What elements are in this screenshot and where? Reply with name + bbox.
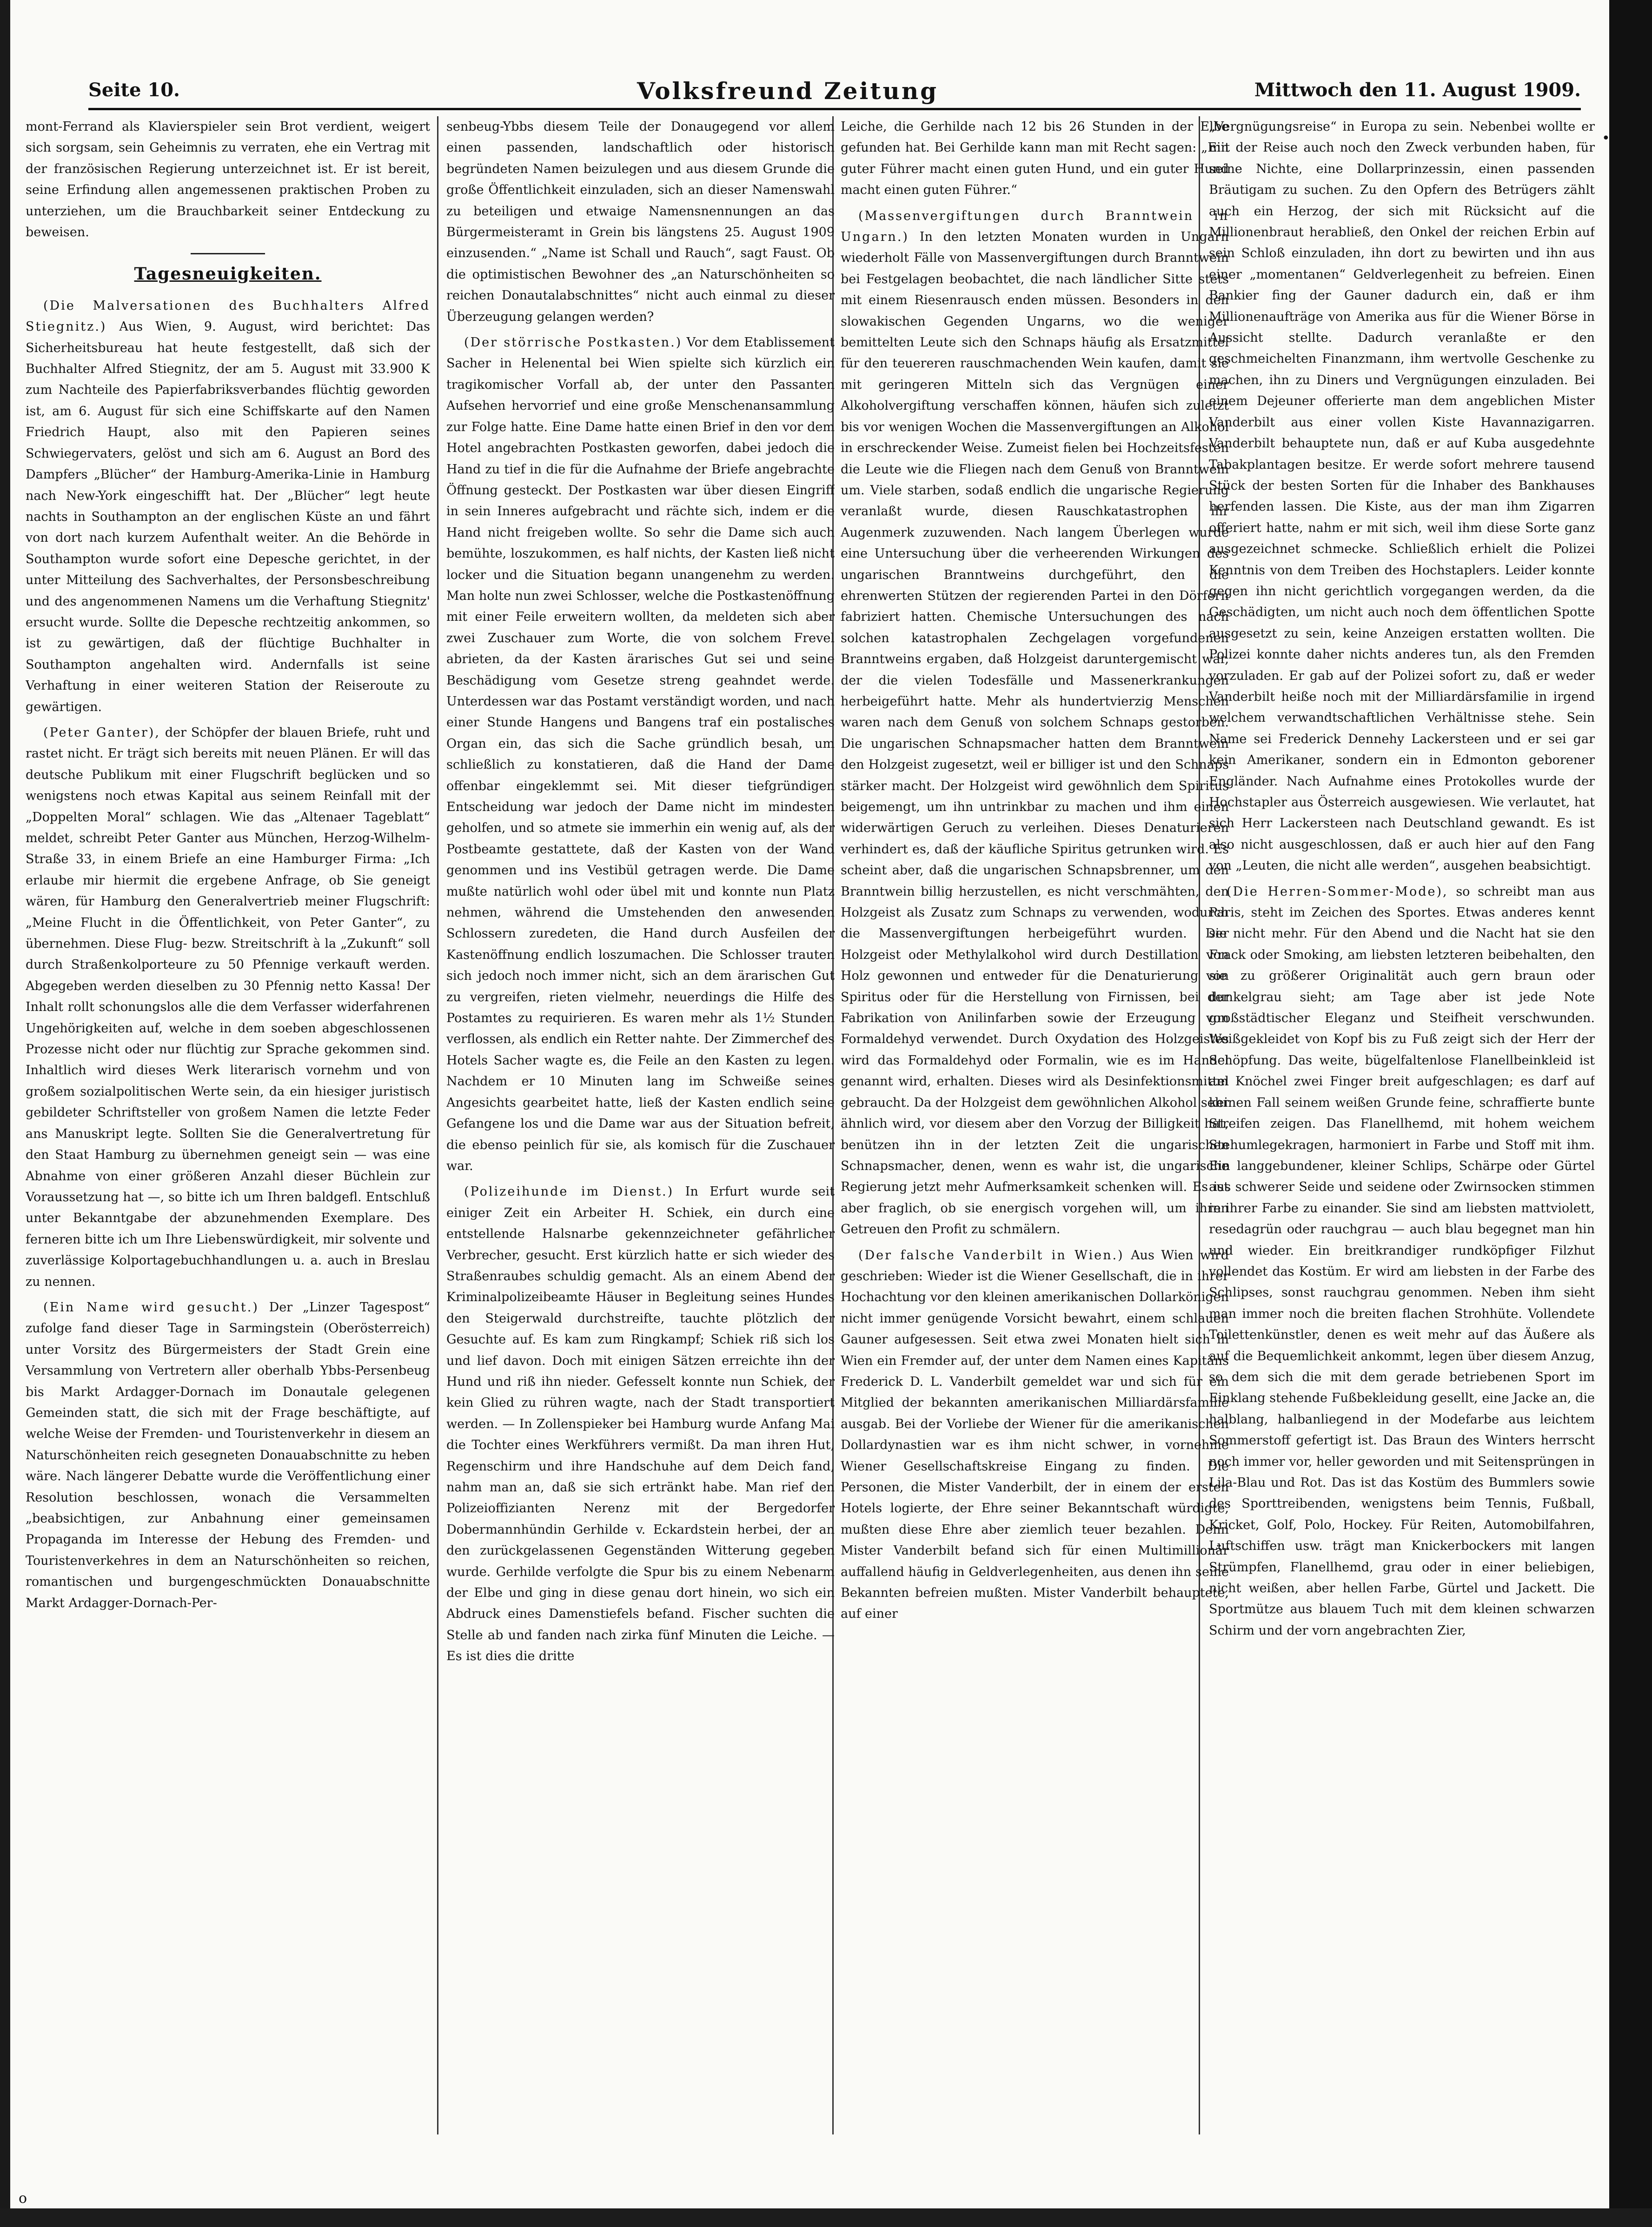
article-text: Vor dem Etablissement Sacher in Helenental bei Wien spielte sich kürzlich ein tragikomischer Vorfall ab, der unter den Passanten Aufsehen hervorrief und eine große Menschenansammlung zur Folge hatte. Eine Dame hatte einen Brief in den vor dem Hotel angebrachten Postkasten geworfen, dabei jedoch die Hand zu tief in die für die Aufnahme der Briefe angebrachte Öffnung gesteckt. Der Postkasten war über diesen Eingriff in sein Inneres aufgebracht und rächte sich, indem er die Hand nicht freigeben wollte. So sehr die Dame sich auch bemühte, loszukommen, es half nichts, der Kasten ließ nicht locker und die Situation begann unangenehm zu werden. Man holte nun zwei Schlosser, welche die Postkastenöffnung mit einer Feile erweitern wollten, da meldeten sich aber zwei Zuschauer zum Worte, die von solchem Frevel abrieten, da der Kasten ärarisches Gut sei und seine Beschädigung vom Gesetze streng geahndet werde. Unterdessen war das Postamt verständigt worden, und nach einer Stunde Hangens und Bangens traf ein postalisches Organ ein, das sich die Sache gründlich besah, um schließlich zu konstatieren, daß die Hand der Dame offenbar eingeklemmt sei. Mit dieser tiefgründigen Entscheidung war jedoch der Dame nicht im mindesten geholfen, und so atmete sie immerhin ein wenig auf, als der Postbeamte gestattete, daß der Kasten von der Wand genommen und ins Vestibül getragen werde. Die Dame mußte natürlich wohl oder übel mit und konnte nun Platz nehmen, während die Umstehenden den anwesenden Schlossern zuredeten, die Hand durch Ausfeilen der Kastenöffnung endlich loszumachen. Die Schlosser trauten sich jedoch noch immer nicht, sich an dem ärarischen Gut zu vergreifen, rieten vielmehr, neuerdings die Hilfe des Postamtes zu requirieren. Es waren mehr als 1½ Stunden verflossen, als endlich ein Retter nahte. Der Zimmerchef des Hotels Sacher wagte es, die Feile an den Kasten zu legen. Nachdem er 10 Minuten lang im Schweiße seines Angesichts gearbeitet hatte, ließ der Kasten endlich seine Gefangene los und die Dame war aus der Situation befreit, die ebenso peinlich für sie, als komisch für die Zuschauer war. [446, 335, 835, 1173]
article [446, 332, 835, 1177]
column-4 [1209, 116, 1595, 2139]
article [26, 295, 430, 718]
section-title: Tagesneuigkeiten. [134, 264, 322, 284]
column-3 [841, 116, 1229, 2139]
column-1 [26, 116, 430, 2139]
article [841, 1245, 1229, 1625]
article [26, 1297, 430, 1614]
article [1209, 116, 1595, 877]
article-text: „Vergnügungsreise“ in Europa zu sein. Nebenbei wollte er mit der Reise auch noch den Zweck verbunden haben, für seine Nichte, eine Dollarprinzessin, einen passenden Bräutigam zu suchen. Zu den Opfern des Betrügers zählt auch ein Herzog, der sich mit Rücksicht auf die Millionenbraut herabließ, den Onkel der reichen Erbin auf sein Schloß einzuladen, ihn dort zu bewirten und ihn aus einer „momentanen“ Geldverlegenheit zu befreien. Einen Bankier fing der Gauner dadurch ein, daß er ihm Millionenaufträge von Amerika aus für die Wiener Börse in Aussicht stellte. Dadurch veranlaßte er den geschmeichelten Finanzmann, ihm wertvolle Geschenke zu machen, ihn zu Diners und Vergnügungen einzuladen. Bei einem Dejeuner offerierte man dem angeblichen Mister Vanderbilt aus einer vollen Kiste Havannazigarren. Vanderbilt behauptete nun, daß er auf Kuba ausgedehnte Tabakplantagen besitze. Er werde sofort mehrere tausend Stück der besten Sorten für die Inhaber des Bankhauses herfenden lassen. Die Kiste, aus der man ihm Zigarren offeriert hatte, nahm er mit sich, weil ihm diese Sorte ganz ausgezeichnet schmecke. Schließlich erhielt die Polizei Kenntnis von dem Treiben des Hochstaplers. Leider konnte gegen ihn nicht gerichtlich vorgegangen werden, da die Geschädigten, um nicht auch noch dem öffentlichen Spotte ausgesetzt zu sein, keine Anzeigen erstatten wollten. Die Polizei konnte daher nichts anderes tun, als den Fremden vorzuladen. Er gab auf der Polizei sofort zu, daß er weder Vanderbilt heiße noch mit der Milliardärsfamilie in irgend welchem verwandtschaftlichen Verhältnisse stehe. Sein Name sei Frederick Dennehy Lackersteen und er sei gar kein Amerikaner, sondern ein in Edmonton geborener Engländer. Nach Aufnahme eines Protokolles wurde der Hochstapler aus Österreich ausgewiesen. Wie verlautet, hat sich Herr Lackersteen nach Deutschland gewandt. Es ist also nicht ausgeschlossen, daß er auch hier auf den Fang von „Leuten, die nicht alle werden“, ausgehen beabsichtigt. [1209, 120, 1595, 873]
article-text: Aus Wien, 9. August, wird berichtet: Das Sicherheitsbureau hat heute festgestellt, daß sich der Buchhalter Alfred Stiegnitz, der am 5. August mit 33.900 K zum Nachteile des Papierfabriksverbandes flüchtig geworden ist, am 6. August für sich eine Schiffskarte auf den Namen Friedrich Haupt, also mit den Papieren seines Schwiegervaters, gelöst und sich am 6. August an Bord des Dampfers „Blücher“ der Hamburg-Amerika-Linie in Hamburg nach New-York eingeschifft hat. Der „Blücher“ legt heute nachts in Southampton an der englischen Küste an und fährt von dort nach kurzem Aufenthalt weiter. An die Behörde in Southampton wurde sofort eine Depesche gerichtet, in der unter Mitteilung des Sachverhaltes, der Personsbeschreibung und des angenommenen Namens um die Verhaftung Stiegnitz' ersucht wurde. Sollte die Depesche rechtzeitig ankommen, so ist zu gewärtigen, daß der flüchtige Buchhalter in Southampton angehalten wird. Andernfalls ist seine Verhaftung in einer weiteren Station der Reiseroute zu gewärtigen. [26, 319, 430, 714]
article-lead: (Polizeihunde im Dienst.) [464, 1184, 674, 1199]
article-lead: (Ein Name wird gesucht.) [43, 1300, 259, 1315]
article-lead: (Peter Ganter), [43, 725, 160, 740]
article [446, 1181, 835, 1667]
scan-edge-left [0, 0, 10, 2227]
article [1209, 881, 1595, 1642]
article-lead: (Der störrische Postkasten.) [464, 335, 683, 350]
paragraph: mont-Ferrand als Klavierspieler sein Brot verdient, weigert sich sorgsam, sein Geheimnis zu verraten, ehe ein Vertrag mit der französischen Regierung unterzeichnet ist. Er ist bereit, seine Erfindung allen angemessenen praktischen Proben zu unterziehen, um die Brauchbarkeit seiner Entdeckung zu beweisen. [26, 120, 430, 240]
column-rule-1 [437, 116, 438, 2134]
scan-edge-bottom [0, 2208, 1652, 2227]
article [446, 116, 835, 327]
article-lead: (Der falsche Vanderbilt in Wien.) [858, 1248, 1124, 1263]
scan-edge-right [1609, 0, 1652, 2227]
page-number: Seite 10. [88, 79, 180, 101]
article-text: der Schöpfer der blauen Briefe, ruht und rastet nicht. Er trägt sich bereits mit neuen Plänen. Er will das deutsche Publikum mit einer Flugschrift beglücken und so wenigstens noch etwas Kapital aus seinem Reinfall mit der „Doppelten Moral“ schlagen. Wie das „Altenaer Tageblatt“ meldet, schreibt Peter Ganter aus München, Herzog-Wilhelm-Straße 33, in einem Briefe an eine Hamburger Firma: „Ich erlaube mir hiermit die ergebene Anfrage, ob Sie geneigt wären, für Hamburg den Generalvertrieb meiner Flugschrift: „Meine Flucht in die Öffentlichkeit, von Peter Ganter“, zu übernehmen. Diese Flug- bezw. Streitschrift à la „Zukunft“ soll durch Straßenkolporteure zu 50 Pfennige verkauft werden. Abgegeben werden dieselben zu 30 Pfennig netto Kassa! Der Inhalt rollt schonungslos alle die dem Verfasser widerfahrenen Ungehörigkeiten auf, welche in dem soeben abgeschlossenen Prozesse nicht oder nur flüchtig zur Sprache gekommen sind. Inhaltlich wird dieses Werk literarisch vornehm und von großem sozialpolitischen Werte sein, da ein hiesiger juristisch gebildeter Schriftsteller von großem Namen die letzte Feder ans Manuskript legte. Sollten Sie die Generalvertretung für den Staat Hamburg zu übernehmen geneigt sein — was eine Abnahme von einer größeren Anzahl dieser Büchlein zur Voraussetzung hat —, so bitte ich um Ihren baldgefl. Entschluß unter Bekanntgabe der abzunehmenden Exemplare. Des ferneren bitte ich um Ihre Liebenswürdigkeit, mir solvente und zuverlässige Kolportagebuchhandlungen u. a. auch in Breslau zu nennen. [26, 725, 430, 1289]
article-text: senbeug-Ybbs diesem Teile der Donaugegend vor allem einen passenden, landschaftlich oder historisch begründeten Namen beizulegen und aus diesem Grunde die große Öffentlichkeit einzuladen, sich an dieser Namenswahl zu beteiligen und etwaige Namensnennungen an das Bürgermeisteramt in Grein bis längstens 25. August 1909 einzusenden.“ „Name ist Schall und Rauch“, sagt Faust. Ob die optimistischen Bewohner des „an Naturschönheiten so reichen Donautalabschnittes“ nicht auch einmal zu dieser Überzeugung gelangen werden? [446, 120, 835, 324]
column-2 [446, 116, 835, 2139]
article-lead: (Die Herren-Sommer-Mode), [1227, 884, 1448, 899]
article-text: Aus Wien wird geschrieben: Wieder ist die Wiener Gesellschaft, die in ihrer Hochachtung vor den kleinen amerikanischen Dollarkönigen nicht immer genügende Vorsicht bewahrt, einem schlauen Gauner aufgesessen. Seit etwa zwei Monaten hielt sich in Wien ein Fremder auf, der unter dem Namen eines Kapitäns Frederick D. L. Vanderbilt gemeldet war und sich für ein Mitglied der bekannten amerikanischen Milliardärsfamilie ausgab. Bei der Vorliebe der Wiener für die amerikanischen Dollardynastien war es ihm nicht schwer, in vornehme Wiener Gesellschaftskreise Eingang zu finden. Die Personen, die Mister Vanderbilt, der in einem der ersten Hotels logierte, der Ehre seiner Bekanntschaft würdigte, mußten diese Ehre aber ziemlich teuer bezahlen. Denn Mister Vanderbilt befand sich für einen Multimillionär auffallend häufig in Geldverlegenheiten, aus denen ihn seine Bekannten befreien mußten. Mister Vanderbilt behauptete, auf einer [841, 1248, 1229, 1622]
header-rule [88, 108, 1581, 110]
article-text: so schreibt man aus Paris, steht im Zeichen des Sportes. Etwas anderes kennt sie nicht mehr. Für den Abend und die Nacht hat sie den Frack oder Smoking, am liebsten letzteren beibehalten, den sie zu größerer Originalität auch gern braun oder dunkelgrau sieht; am Tage aber ist jede Note großstädtischer Eleganz und Steifheit verschwunden. Weißgekleidet von Kopf bis zu Fuß zeigt sich der Herr der Schöpfung. Das weite, bügelfaltenlose Flanellbeinkleid ist am Knöchel zwei Finger breit aufgeschlagen; es darf auf keinen Fall seinem weißen Grunde feine, schraffierte bunte Streifen zeigen. Das Flanellhemd, mit hohem weichem Stehumlegekragen, harmoniert in Farbe und Stoff mit ihm. Ein langgebundener, kleiner Schlips, Schärpe oder Gürtel aus schwerer Seide und seidene oder Zwirnsocken stimmen in ihrer Farbe zu einander. Sie sind am liebsten mattviolett, resedagrün oder rauchgrau — auch blau begegnet man hin und wieder. Ein breitkrandiger rundköpfiger Filzhut vollendet das Kostüm. Er wird am liebsten in der Farbe des Schlipses, sonst rauchgrau genommen. Neben ihm sieht man immer noch die breiten flachen Strohhüte. Vollendete Toilettenkünstler, denen es weit mehr auf das Äußere als auf die Bequemlichkeit ankommt, legen über diesem Anzug, so dem sich die mit dem gerade betriebenen Sport im Einklang stehende Fußbekleidung gesellt, eine Jacke an, die halblang, halbanliegend in der Modefarbe aus leichtem Sommerstoff gefertigt ist. Das Braun des Winters herrscht noch immer vor, heller geworden und mit Seitensprüngen in Lila-Blau und Rot. Das ist das Kostüm des Bummlers sowie des Sporttreibenden, wenigstens beim Tennis, Fußball, Kricket, Golf, Polo, Hockey. Für Reiten, Automobilfahren, Luftschiffen usw. trägt man Knickerbockers mit langen Strümpfen, Flanellhemd, grau oder in einer beliebigen, nicht weißen, aber hellen Farbe, Gürtel und Jackett. Die Sportmütze aus blauem Tuch mit dem kleinen schwarzen Schirm und der vorn angebrachten Zier, [1209, 884, 1595, 1638]
article [841, 116, 1229, 201]
article-text: In Erfurt wurde seit einiger Zeit ein Arbeiter H. Schiek, ein durch eine entstellende Halsnarbe gekennzeichneter gefährlicher Verbrecher, gesucht. Erst kürzlich hatte er sich wieder des Straßenraubes schuldig gemacht. Als an einem Abend der Kriminalpolizeibeamte Häuser in Begleitung seines Hundes den Steigerwald durchstreifte, tauchte plötzlich der Gesuchte auf. Es kam zum Ringkampf; Schiek riß sich los und lief davon. Doch mit einigen Sätzen erreichte ihn der Hund und riß ihn nieder. Gefesselt konnte nun Schiek, der kein Glied zu rühren wagte, nach der Stadt transportiert werden. — In Zollenspieker bei Hamburg wurde Anfang Mai die Tochter eines Werkführers vermißt. Da man ihren Hut, Regenschirm und ihre Handschuhe auf dem Deich fand, nahm man an, daß sie sich ertränkt habe. Man rief den Polizeioffizianten Nerenz mit der Bergedorfer Dobermannhündin Gerhilde v. Eckardstein herbei, der an den zurückgelassenen Gegenständen Witterung gegeben wurde. Gerhilde verfolgte die Spur bis zu einem Nebenarm der Elbe und ging in diese genau dort hinein, wo sich ein Abdruck eines Damenstiefels befand. Fischer suchten die Stelle ab und fanden nach zirka fünf Minuten die Leiche. — Es ist dies die dritte [446, 1184, 835, 1664]
section-separator [191, 253, 265, 254]
page-header [88, 74, 1581, 107]
article [841, 206, 1229, 1240]
article-text: In den letzten Monaten wurden in Ungarn wiederholt Fälle von Massenvergiftungen durch Branntwein bei Festgelagen beobachtet, die nach ländlicher Sitte stets mit einem Riesenrausch enden müssen. Besonders in den slowakischen Gegenden Ungarns, wo die weniger bemittelten Leute sich den Schnaps häufig als Ersatzmittel für den teuereren rauschmachenden Wein kaufen, damit sie mit geringeren Mitteln sich das Vergnügen einer Alkoholvergiftung verschaffen können, häufen sich zuletzt bis vor wenigen Wochen die Massenvergiftungen an Alkohol in erschreckender Weise. Zumeist fielen bei Hochzeitsfesten die Leute wie die Fliegen nach dem Genuß von Branntwein um. Viele starben, sodaß endlich die ungarische Regierung veranlaßt wurde, diesen Rauschkatastrophen ihr Augenmerk zuzuwenden. Nach langem Überlegen wurde eine Untersuchung über die verheerenden Wirkungen des ungarischen Branntweins durchgeführt, den die ehrenwerten Stützen der regierenden Partei in den Dörfern fabriziert hatten. Chemische Untersuchungen des nach solchen katastrophalen Zechgelagen vorgefundenen Branntweins ergaben, daß Holzgeist daruntergemischt war, der die vielen Todesfälle und Massenerkrankungen herbeigeführt hatte. Mehr als hundertvierzig Menschen waren nach dem Genuß von solchem Schnaps gestorben. Die ungarischen Schnapsmacher hatten dem Branntwein den Holzgeist zugesetzt, weil er billiger ist und den Schnaps stärker macht. Der Holzgeist wird gewöhnlich dem Spiritus beigemengt, um ihn untrinkbar zu machen und ihm einen widerwärtigen Geruch zu verleihen. Dieses Denaturieren verhindert es, daß der käufliche Spiritus getrunken wird. Es scheint aber, daß die ungarischen Schnapsbrenner, um den Branntwein billig herzustellen, es nicht verschmähten, den Holzgeist als Zusatz zum Schnaps zu verwenden, wodurch die Massenvergiftungen herbeigeführt wurden. Der Holzgeist oder Methylalkohol wird durch Destillation von Holz gewonnen und entweder für die Denaturierung von Spiritus oder für die Herstellung von Firnissen, bei der Fabrikation von Anilinfarben sowie der Erzeugung von Formaldehyd verwendet. Durch Oxydation des Holzgeistes wird das Formaldehyd oder Formalin, wie es im Handel genannt wird, erhalten. Dieses wird als Desinfektionsmittel gebraucht. Da der Holzgeist dem gewöhnlichen Alkohol sehr ähnlich wird, vor diesem aber den Vorzug der Billigkeit hat, benützen ihn in der letzten Zeit die ungarischen Schnapsmacher, denen, wenn es wahr ist, die ungarische Regierung jetzt mehr Aufmerksamkeit schenken will. Es ist aber fraglich, ob sie energisch vorgehen will, um ihren Getreuen den Profit zu schmälern. [841, 230, 1229, 1237]
corner-mark: o [19, 2190, 27, 2207]
article-lead: (Die Malversationen des Buchhalters Alfred Stiegnitz.) [26, 298, 430, 334]
article [26, 722, 430, 1292]
article-text: Leiche, die Gerhilde nach 12 bis 26 Stunden in der Elbe gefunden hat. Bei Gerhilde kann man mit Recht sagen: „Ein guter Führer macht einen guten Hund, und ein guter Hund macht einen guten Führer.“ [841, 120, 1229, 198]
margin-dot: • [1602, 130, 1610, 146]
issue-date: Mittwoch den 11. August 1909. [1254, 79, 1581, 101]
article-lead: (Massenvergiftungen durch Branntwein in Ungarn.) [841, 208, 1229, 245]
newspaper-title: Volksfreund Zeitung [637, 77, 939, 105]
article-text: Der „Linzer Tagespost“ zufolge fand dieser Tage in Sarmingstein (Oberösterreich) unter Vorsitz des Bürgermeisters der Stadt Grein eine Versammlung von Vertretern aller oberhalb Ybbs-Persenbeug bis Markt Ardagger-Dornach im Donautale gelegenen Gemeinden statt, die sich mit der Frage beschäftigte, auf welche Weise der Fremden- und Touristenverkehr in diesem an Naturschönheiten reich gesegneten Donauabschnitte zu heben wäre. Nach längerer Debatte wurde die Veröffentlichung einer Resolution beschlossen, wonach die Versammelten „beabsichtigen, zur Anbahnung einer gemeinsamen Propaganda im Interesse der Hebung des Fremden- und Touristenverkehres in dem an Naturschönheiten so reichen, romantischen und burgengeschmückten Donauabschnitte Markt Ardagger-Dornach-Per- [26, 1300, 430, 1610]
